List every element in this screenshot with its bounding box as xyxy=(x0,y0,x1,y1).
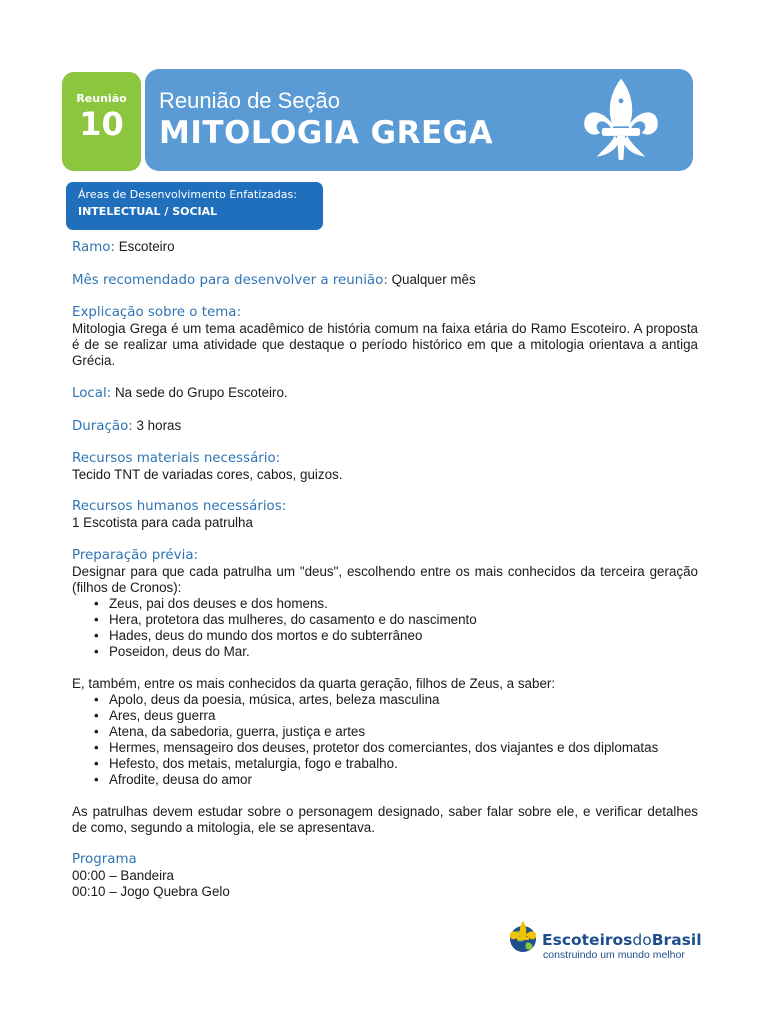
duracao-label: Duração: xyxy=(72,419,133,434)
list-item: • Hefesto, dos metais, metalurgia, fogo e trabalho. xyxy=(94,756,698,772)
local-value: Na sede do Grupo Escoteiro. xyxy=(114,385,288,400)
areas-value: INTELECTUAL / SOCIAL xyxy=(78,205,218,218)
preparacao-text-3: As patrulhas devem estudar sobre o personagem designado, saber falar sobre ele, e verificar detalhes de como, segundo a mitologia, ele se apresentava. xyxy=(72,804,698,835)
humanos-value: 1 Escotista para cada patrulha xyxy=(72,515,253,530)
ramo-label: Ramo: xyxy=(72,240,115,255)
fleur-de-lis-icon xyxy=(581,77,661,163)
logo-brand: EscoteirosdoBrasil xyxy=(542,931,702,949)
ramo-section xyxy=(72,239,698,256)
list-item: • Afrodite, deusa do amor xyxy=(94,772,698,788)
materiais-value: Tecido TNT de variadas cores, cabos, guizos. xyxy=(72,467,343,482)
list-item: • Apolo, deus da poesia, música, artes, beleza masculina xyxy=(94,692,698,708)
list-item: • Poseidon, deus do Mar. xyxy=(94,644,698,660)
page-subtitle: Reunião de Seção xyxy=(159,88,341,113)
programa-section xyxy=(72,852,698,900)
mes-value: Qualquer mês xyxy=(391,272,476,287)
local-section xyxy=(72,385,698,402)
page-title: MITOLOGIA GREGA xyxy=(159,115,494,151)
local-label: Local: xyxy=(72,386,112,401)
preparacao-text: Designar para que cada patrulha um "deus", escolhendo entre os mais conhecidos da terceira geração (filhos de Cronos): xyxy=(72,564,698,595)
escoteiros-do-brasil-logo xyxy=(504,913,700,963)
gods-fourth-generation-list xyxy=(94,692,698,788)
list-item: • Hera, protetora das mulheres, do casamento e do nascimento xyxy=(94,612,698,628)
logo-tagline: construindo um mundo melhor xyxy=(543,949,685,961)
preparacao-label: Preparação prévia xyxy=(72,548,194,563)
programa-item: 00:10 – Jogo Quebra Gelo xyxy=(72,884,230,899)
programa-item: 00:00 – Bandeira xyxy=(72,868,174,883)
materiais-section xyxy=(72,451,698,483)
title-banner xyxy=(145,69,693,171)
badge-number: 10 xyxy=(79,105,124,143)
programa-label: Programa xyxy=(72,852,137,867)
list-item: • Ares, deus guerra xyxy=(94,708,698,724)
document-body xyxy=(72,239,698,900)
list-item: • Hades, deus do mundo dos mortos e do subterrâneo xyxy=(94,628,698,644)
gods-third-generation-list xyxy=(94,596,698,660)
areas-label: Áreas de Desenvolvimento Enfatizadas: xyxy=(78,188,297,201)
humanos-label: Recursos humanos necessários: xyxy=(72,499,287,514)
duracao-section xyxy=(72,418,698,435)
explicacao-label: Explicação sobre o tema: xyxy=(72,305,241,320)
list-item: • Atena, da sabedoria, guerra, justiça e artes xyxy=(94,724,698,740)
scout-globe-logo-icon xyxy=(506,919,540,959)
badge-label: Reunião xyxy=(76,92,127,105)
development-areas-box xyxy=(66,182,323,230)
humanos-section xyxy=(72,499,698,531)
duracao-value: 3 horas xyxy=(136,418,182,433)
preparacao-text-2: E, também, entre os mais conhecidos da quarta geração, filhos de Zeus, a saber: xyxy=(72,676,556,691)
preparacao-section xyxy=(72,547,698,836)
meeting-number-badge xyxy=(62,72,141,171)
mes-label: Mês recomendado para desenvolver a reunião: xyxy=(72,273,388,288)
ramo-value: Escoteiro xyxy=(118,239,175,254)
list-item: • Hermes, mensageiro dos deuses, protetor dos comerciantes, dos viajantes e dos diplomatas xyxy=(94,740,698,756)
materiais-label: Recursos materiais necessário: xyxy=(72,451,281,466)
mes-section xyxy=(72,272,698,289)
preparacao-colon: : xyxy=(193,548,199,563)
explicacao-text: Mitologia Grega é um tema acadêmico de história comum na faixa etária do Ramo Escoteiro. A proposta é de se realizar uma atividade que destaque o período histórico em que a mitologia orientava a antiga Grécia. xyxy=(72,321,698,368)
list-item: • Zeus, pai dos deuses e dos homens. xyxy=(94,596,698,612)
explicacao-section xyxy=(72,305,698,369)
